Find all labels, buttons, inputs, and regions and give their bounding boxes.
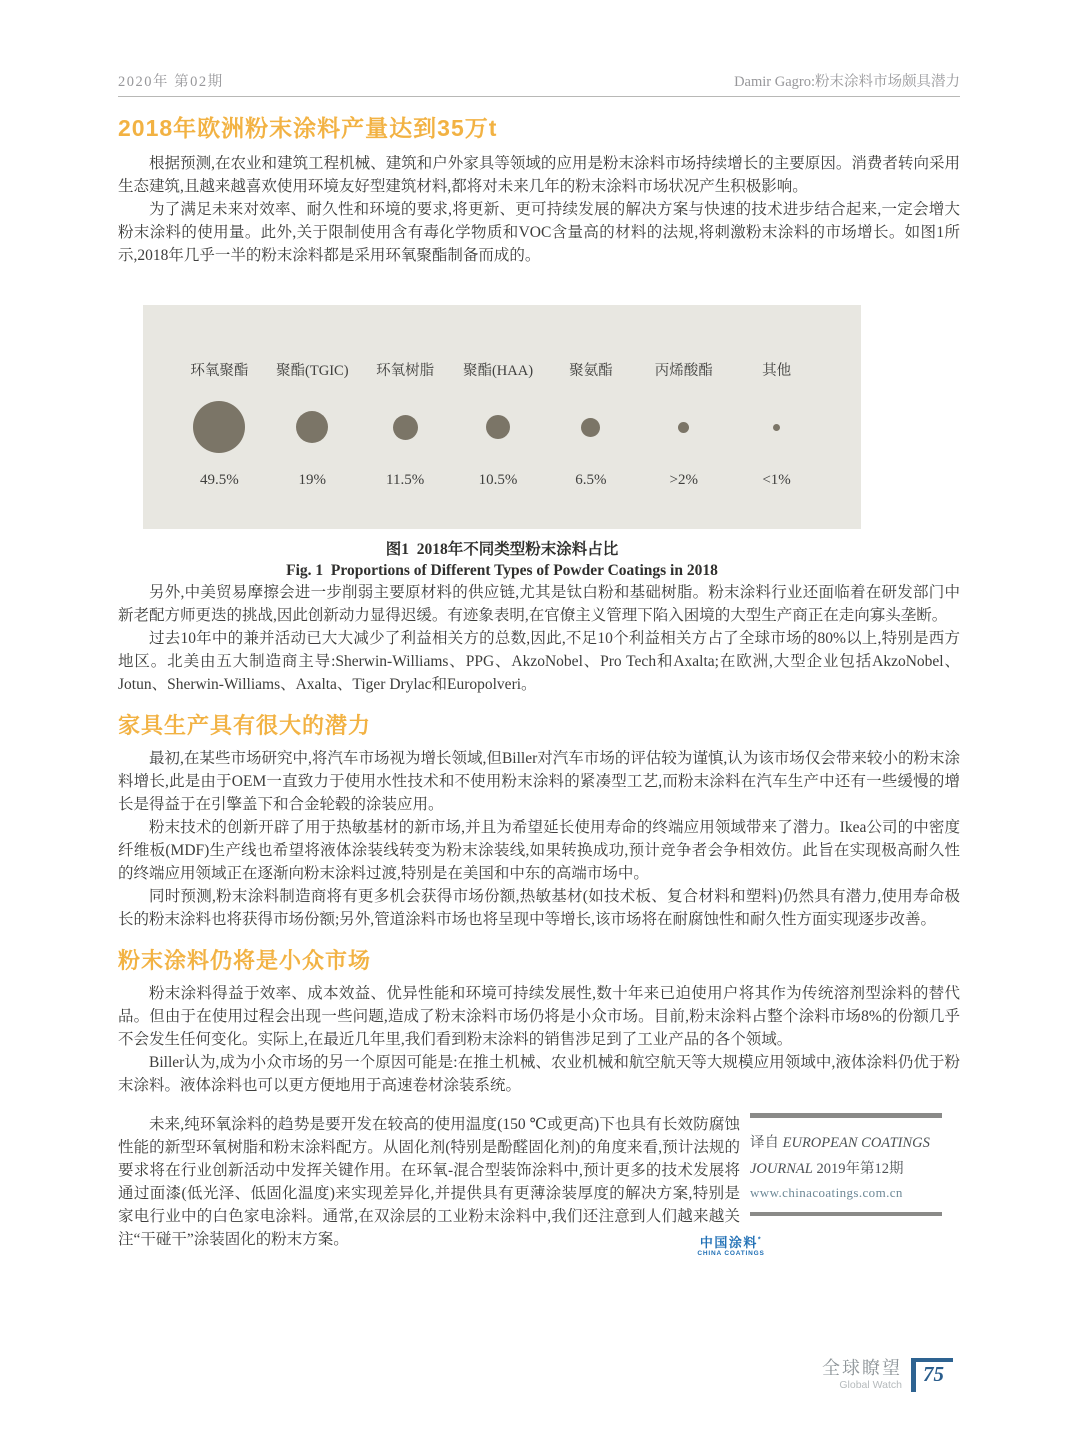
chart-column xyxy=(359,360,452,529)
bubble-marker xyxy=(296,411,328,443)
chart-value-label: 10.5% xyxy=(478,472,518,488)
bubble-marker xyxy=(193,401,245,453)
paragraph: 过去10年中的兼并活动已大大减少了利益相关方的总数,因此,不足10个利益相关方占了全球市场的80%以上,特别是西方地区。北美由五大制造商主导:Sherwin-Williams、PPG、AkzoNobel、Pro Tech和Axalta;在欧洲,大型企业包括AkzoNobel、Jotun、Sherwin-Williams、Axalta、Tiger Drylac和Europolveri。 xyxy=(118,630,960,693)
chart-value-label: 6.5% xyxy=(575,472,607,488)
paragraph: 根据预测,在农业和建筑工程机械、建筑和户外家具等领域的应用是粉末涂料市场持续增长的主要原因。消费者转向采用生态建筑,且越来越喜欢使用环境友好型建筑材料,都将对未来几年的粉末涂料市场状况产生积极影响。 xyxy=(118,155,960,195)
page-header xyxy=(118,74,960,97)
chart-value-label: >2% xyxy=(669,472,698,488)
page-footer xyxy=(822,1358,953,1392)
footer-section-zh: 全球瞭望 xyxy=(822,1358,902,1378)
section-heading-niche: 粉末涂料仍将是小众市场 xyxy=(118,948,372,973)
closing-block xyxy=(118,1113,960,1257)
bubble-marker xyxy=(678,422,689,433)
paragraph: 粉末技术的创新开辟了用于热敏基材的新市场,并且为希望延长使用寿命的终端应用领域带来了潜力。Ikea公司的中密度纤维板(MDF)生产线也希望将液体涂装线转变为粉末涂装线,如果转换成功,预计竞争者会争相效仿。此旨在实现极高耐久性的终端应用领域正在逐渐向粉末涂料过渡,特别是在美国和中东的高端市场中。 xyxy=(118,819,960,882)
chart-category-label: 环氧聚酯 xyxy=(190,363,249,379)
chart-column xyxy=(544,360,637,529)
chart-value-label: 11.5% xyxy=(386,472,425,488)
chart-category-label: 聚氨酯 xyxy=(569,363,613,379)
source-issue: 2019年第12期 xyxy=(816,1161,904,1177)
article-title: 2018年欧洲粉末涂料产量达到35万t xyxy=(118,115,498,141)
source-divider-top xyxy=(750,1113,942,1118)
chart-category-label: 聚酯(HAA) xyxy=(462,363,534,379)
source-url-link[interactable]: www.chinacoatings.com.cn xyxy=(750,1185,903,1200)
chart-value-label: <1% xyxy=(762,472,791,488)
translation-source-box xyxy=(750,1113,942,1251)
source-prefix: 译自 xyxy=(750,1135,779,1151)
china-coatings-logo xyxy=(688,1236,774,1258)
closing-paragraph: 未来,纯环氧涂料的趋势是要开发在较高的使用温度(150 ℃或更高)下也具有长效防腐蚀性能的新型环氧树脂和粉末涂料配方。从固化剂(特别是酚醛固化剂)的角度来看,预计法规的要求将在行业创新活动中发挥关键作用。在环氧-混合型装饰涂料中,预计更多的技术发展将通过面漆(低光泽、低固化温度)来实现差异化,并提供具有更薄涂装厚度的解决方案,特别是家电行业中的白色家电涂料。通常,在双涂层的工业粉末涂料中,我们还注意到人们越来越关注“干碰干”涂装固化的粉末方案。 xyxy=(118,1116,740,1248)
issue-label: 2020年 第02期 xyxy=(118,74,224,90)
figure-caption-zh: 图1 2018年不同类型粉末涂料占比 xyxy=(385,541,619,558)
chart-column xyxy=(452,360,545,529)
paragraph: 粉末涂料得益于效率、成本效益、优异性能和环境可持续发展性,数十年来已迫使用户将其作为传统溶剂型涂料的替代品。但由于在使用过程会出现一些问题,造成了粉末涂料市场仍将是小众市场。目前,粉末涂料占整个涂料市场8%的份额几乎不会发生任何变化。实际上,在最近几年里,我们看到粉末涂料的销售涉足到了工业产品的各个领域。 xyxy=(118,985,960,1048)
bubble-marker xyxy=(773,424,780,431)
paragraph: 最初,在某些市场研究中,将汽车市场视为增长领域,但Biller对汽车市场的评估较为谨慎,认为该市场仅会带来较小的粉末涂料增长,此是由于OEM一直致力于使用水性技术和不使用粉末涂料的紧凑型工艺,而粉末涂料在汽车生产中还有一些缓慢的增长是得益于在引擎盖下和合金轮毂的涂装应用。 xyxy=(118,750,960,813)
page-number-bracket xyxy=(911,1358,953,1392)
chart-value-label: 49.5% xyxy=(200,472,239,488)
chart-category-label: 其他 xyxy=(762,363,792,379)
bubble-marker xyxy=(581,418,600,437)
paragraph: 同时预测,粉末涂料制造商将有更多机会获得市场份额,热敏基材(如技术板、复合材料和塑料)仍然具有潜力,使用寿命极长的粉末涂料也将获得市场份额;另外,管道涂料市场也将呈现中等增长,该市场将在耐腐蚀性和耐久性方面实现逐步改善。 xyxy=(118,888,960,928)
figure-1 xyxy=(118,305,960,581)
bubble-chart xyxy=(143,305,861,529)
logo-zh-text: 中国涂料 xyxy=(699,1234,758,1250)
bubble-marker xyxy=(393,415,418,440)
section-heading-furniture: 家具生产具有很大的潜力 xyxy=(118,713,372,738)
paragraph: Biller认为,成为小众市场的另一个原因可能是:在推土机械、农业机械和航空航天等大规模应用领域中,液体涂料仍优于粉末涂料。液体涂料也可以更方便地用于高速卷材涂装系统。 xyxy=(118,1054,960,1094)
paragraph: 为了满足未来对效率、耐久性和环境的要求,将更新、更可持续发展的解决方案与快速的技术进步结合起来,一定会增大粉末涂料的使用量。此外,关于限制使用含有毒化学物质和VOC含量高的材料的法规,将刺激粉末涂料的市场增长。如图1所示,2018年几乎一半的粉末涂料都是采用环氧聚酯制备而成的。 xyxy=(118,201,960,264)
figure-caption-en: Fig. 1 Proportions of Different Types of Powder Coatings in 2018 xyxy=(286,562,718,579)
logo-en-text: CHINA COATINGS xyxy=(697,1249,765,1257)
chart-column xyxy=(266,360,359,529)
page-number: 75 xyxy=(923,1362,944,1386)
chart-column xyxy=(173,360,266,529)
chart-category-label: 丙烯酸酯 xyxy=(654,363,713,379)
source-attribution xyxy=(750,1130,942,1182)
chart-column xyxy=(637,360,730,529)
running-title: Damir Gagro:粉末涂料市场颇具潜力 xyxy=(734,74,960,90)
paragraph: 另外,中美贸易摩擦会进一步削弱主要原材料的供应链,尤其是钛白粉和基础树脂。粉末涂料行业还面临着在研发部门中新老配方师更迭的挑战,因此创新动力显得迟缓。有迹象表明,在官僚主义管理下陷入困境的大型生产商正在走向寡头垄断。 xyxy=(118,584,960,624)
footer-section-en: Global Watch xyxy=(839,1379,902,1391)
chart-column xyxy=(730,360,823,529)
logo-trademark: * xyxy=(757,1236,763,1244)
chart-category-label: 环氧树脂 xyxy=(376,363,435,379)
bubble-marker xyxy=(486,415,510,439)
chart-category-label: 聚酯(TGIC) xyxy=(276,363,349,379)
chart-value-label: 19% xyxy=(298,472,327,488)
source-journal-name: EUROPEAN COATINGS JOURNAL xyxy=(750,1135,930,1177)
source-divider-bottom xyxy=(750,1212,942,1216)
